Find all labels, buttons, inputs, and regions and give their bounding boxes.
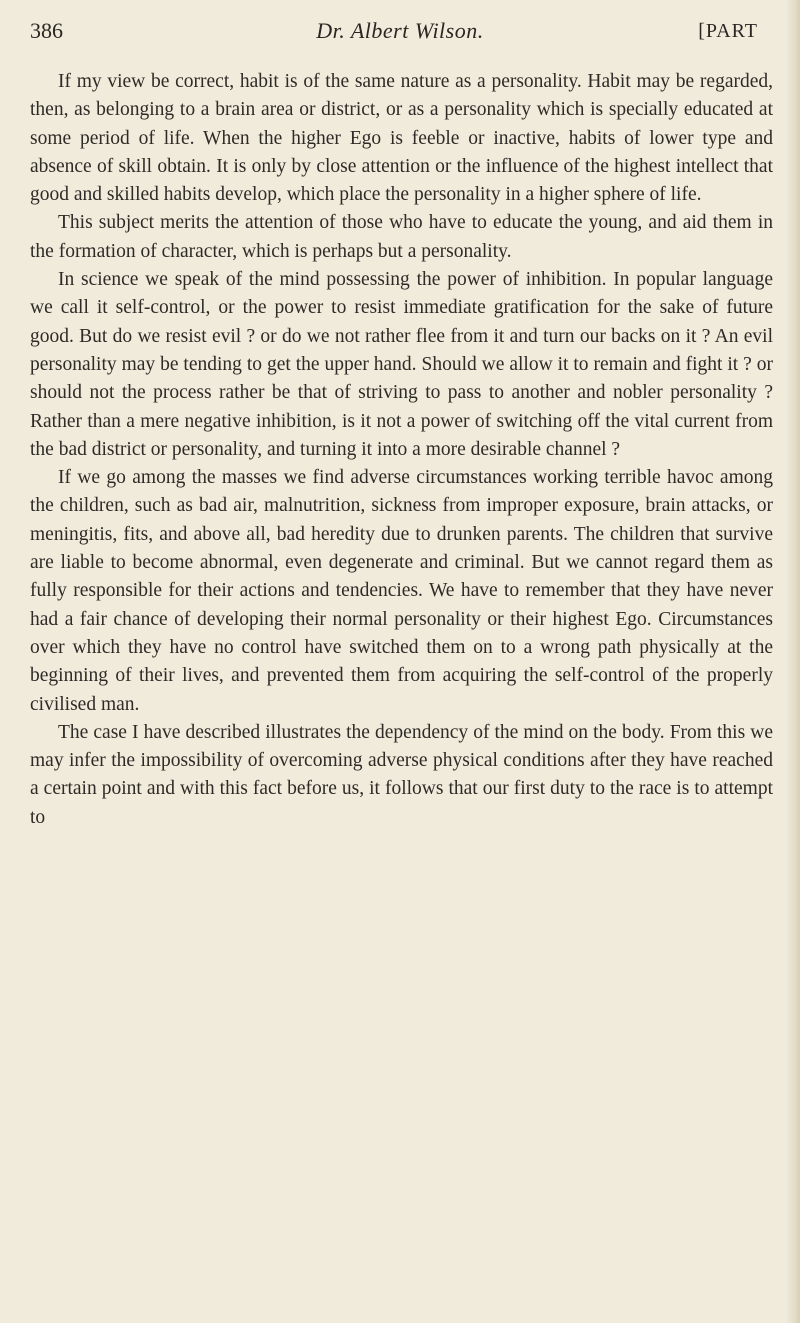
page-number: 386 [30, 18, 63, 43]
paragraph: The case I have described illustrates the dependency of the mind on the body. From this we may infer the impossibility of overcoming adverse physical conditions after they have reached a certain point and with this fact before us, it follows that our first duty to the race is to attempt to [30, 721, 773, 828]
page-edge-shadow [786, 0, 800, 1323]
paragraph: If my view be correct, habit is of the same nature as a personality. Habit may be regarded, then, as belonging to a brain area or district, or as a personality which is specially educated at some period of life. When the higher Ego is feeble or inactive, habits of lower type and absence of skill obtain. It is only by close attention or the influence of the highest intellect that good and skilled habits develop, which place the personality in a higher sphere of life. [30, 71, 773, 206]
page-header [30, 18, 770, 54]
part-label: [PART [698, 20, 758, 42]
body-text [30, 68, 773, 832]
paragraph: If we go among the masses we find adverse circumstances working terrible havoc among the children, such as bad air, malnutrition, sickness from improper exposure, brain attacks, or meningitis, fits, and above all, bad heredity due to drunken parents. The children that survive are liable to become abnormal, even degenerate and criminal. But we cannot regard them as fully responsible for their actions and tendencies. We have to remember that they have never had a fair chance of developing their normal personality or their highest Ego. Circumstances over which they have no control have switched them on to a wrong path physically at the beginning of their lives, and prevented them from acquiring the self-control of the properly civilised man. [30, 467, 773, 715]
paragraph: In science we speak of the mind possessing the power of inhibition. In popular language we call it self-control, or the power to resist immediate gratification for the sake of future good. But do we resist evil ? or do we not rather flee from it and turn our backs on it ? An evil personality may be tending to get the upper hand. Should we allow it to remain and fight it ? or should not the process rather be that of striving to pass to another and nobler personality ? Rather than a mere negative inhibition, is it not a power of switching off the vital current from the bad district or personality, and turning it into a more desirable channel ? [30, 269, 773, 460]
paragraph: This subject merits the attention of those who have to educate the young, and aid them in the formation of character, which is perhaps but a personality. [30, 212, 773, 262]
running-title: Dr. Albert Wilson. [316, 18, 484, 43]
